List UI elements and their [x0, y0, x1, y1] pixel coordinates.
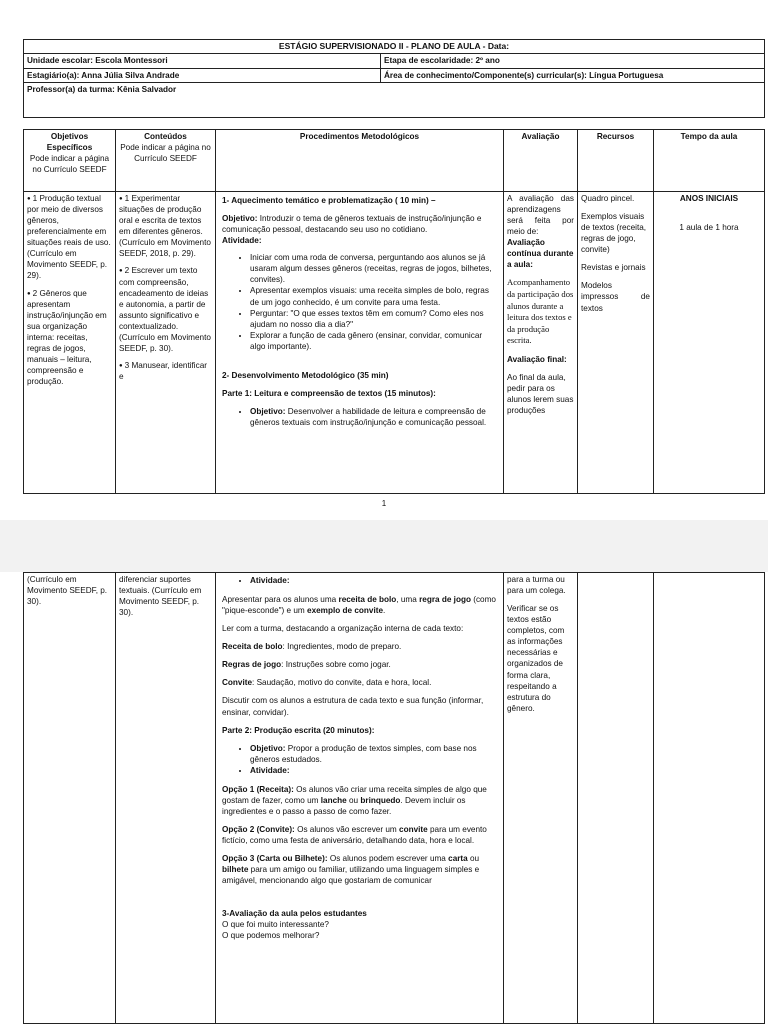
conteudos-cell: [116, 573, 216, 1024]
text: para um amigo ou familiar, utilizando uma linguagem simples e amigável, mencionando algo que gostariam de comunicar: [222, 865, 480, 886]
conteudo-continuation: diferenciar suportes textuais. (Currículo em Movimento SEEDF, p. 30).: [119, 575, 202, 618]
discutir-paragraph: Discutir com os alunos a estrutura de cada texto e sua função (informar, ensinar, convidar).: [222, 696, 484, 717]
section-1-objective: [222, 213, 497, 235]
objetivos-cell: [24, 573, 116, 1024]
col-title: Conteúdos: [144, 132, 187, 141]
school-stage: Etapa de escolaridade: 2º ano: [381, 54, 765, 68]
recurso-item: Revistas e jornais: [581, 263, 646, 273]
tempo-cell: [654, 573, 765, 1024]
question-1: O que foi muito interessante?: [222, 920, 329, 930]
plan-table-page-2: [23, 572, 765, 1024]
intern-name: Estagiário(a): Anna Júlia Silva Andrade: [24, 68, 381, 82]
col-header-tempo: Tempo da aula: [654, 130, 765, 192]
label: Objetivo:: [222, 214, 258, 224]
avaliacao-cell: [504, 573, 578, 1024]
section-2-title: 2- Desenvolvimento Metodológico (35 min): [222, 370, 389, 380]
page-number: 1: [381, 499, 387, 508]
text-bold: brinquedo: [360, 795, 401, 805]
label: Objetivo:: [250, 406, 286, 416]
text: Apresentar para os alunos uma: [222, 595, 339, 605]
avaliacao-continua-text: Acompanhamento da participação dos alunos durante a leitura dos textos e da produção escrita.: [507, 277, 574, 346]
text-bold: lanche: [320, 795, 347, 805]
label: Opção 3 (Carta ou Bilhete):: [222, 854, 328, 864]
text: . Devem incluir os ingredientes e o passo a passo de como fazer.: [222, 795, 466, 816]
label: Opção 1 (Receita):: [222, 784, 294, 794]
conteudo-item: ● 2 Escrever um texto com compreensão, encadeamento de ideias e autonomia, a partir de assunto significativo e contextualizado. (Currículo em Movimento SEEDF, p. 30).: [119, 265, 212, 354]
text: Os alunos podem escrever uma: [327, 854, 449, 864]
label: Convite: [222, 678, 253, 688]
activity-item: • Perguntar: "O que esses textos têm em comum? Como eles nos ajudam no nosso dia a dia?": [250, 308, 497, 330]
class-teacher: Professor(a) da turma: Kênia Salvador: [24, 82, 765, 117]
section-3-title: 3-Avaliação da aula pelos estudantes: [222, 909, 367, 919]
text: , uma: [396, 595, 420, 605]
text-bold: exemplo de convite: [307, 606, 384, 616]
activity-item: • Iniciar com uma roda de conversa, perguntando aos alunos se já usaram algum desses gêneros (receitas, regras de jogos, bilhetes, convites).: [250, 252, 497, 285]
procedimentos-cell: [216, 192, 504, 494]
page-title: ESTÁGIO SUPERVISIONADO II - PLANO DE AULA - Data:: [24, 40, 765, 54]
text: (como "pique-esconde") e um: [222, 595, 496, 616]
recursos-cell: [578, 192, 654, 494]
text: para um evento fictício, como uma festa de aniversário, detalhando data, hora e local.: [222, 825, 487, 846]
plan-header-table: [23, 39, 765, 118]
objetivo-item: ● 2 Gêneros que apresentam instrução/injunção em sua organização interna: receitas, regras de jogos, manuais – leitura, compreensão e produção.: [27, 288, 112, 388]
option-3-paragraph: [222, 853, 497, 886]
part-1-objective: [250, 406, 497, 428]
page-break: [0, 520, 768, 572]
col-subtitle: Pode indicar a página no Currículo SEEDF: [29, 154, 110, 175]
text: Desenvolver a habilidade de leitura e compreensão de gêneros textuais com instrução/injunção e comunicação pessoal.: [250, 406, 487, 427]
label: Objetivo:: [250, 743, 286, 753]
conteudo-item: ● 3 Manusear, identificar e: [119, 360, 212, 382]
col-header-recursos: Recursos: [578, 130, 654, 192]
convite-paragraph: [222, 677, 497, 688]
knowledge-area: Área de conhecimento/Componente(s) curricular(s): Língua Portuguesa: [381, 68, 765, 82]
tempo-value: 1 aula de 1 hora: [679, 223, 739, 233]
text: : Saudação, motivo do convite, data e hora, local.: [252, 678, 432, 688]
question-2: O que podemos melhorar?: [222, 931, 320, 941]
objetivo-continuation: (Currículo em Movimento SEEDF, p. 30).: [27, 575, 108, 607]
conteudo-item: ● 1 Experimentar situações de produção oral e escrita de textos em diferentes gêneros. (Currículo em Movimento SEEDF, 2018, p. 29).: [119, 193, 212, 259]
ler-paragraph: Ler com a turma, destacando a organização interna de cada texto:: [222, 624, 464, 634]
part-2-activity-label: • Atividade:: [250, 765, 497, 776]
option-2-paragraph: [222, 824, 497, 846]
tempo-title: ANOS INICIAIS: [679, 194, 739, 203]
receita-paragraph: [222, 641, 497, 652]
recurso-item: Quadro pincel.: [581, 194, 635, 203]
activity-item: • Apresentar exemplos visuais: uma receita simples de bolo, regras de um jogo conhecido, é um convite para uma festa.: [250, 285, 497, 307]
plan-table-page-1: [23, 129, 765, 494]
conteudos-cell: [116, 192, 216, 494]
apresentar-paragraph: [222, 594, 497, 616]
label: Receita de bolo: [222, 642, 283, 652]
part-2-list: [222, 743, 497, 776]
regras-paragraph: [222, 659, 497, 670]
col-header-objetivos: [24, 130, 116, 192]
part-1-list: [222, 406, 497, 428]
avaliacao-continua-label: Avaliação contínua durante a aula:: [507, 238, 574, 270]
text: Os alunos vão criar uma receita simples de algo que gostam de fazer, como um: [222, 784, 487, 805]
avaliacao-check: Verificar se os textos estão completos, com as informações necessárias e organizados de forma clara, respeitando a estrutura do gênero.: [507, 604, 565, 713]
objetivo-item: ● 1 Produção textual por meio de diversos gêneros, preferencialmente em situações reais de uso. (Currículo em Movimento SEEDF, p. 29).: [27, 193, 112, 282]
part-2-title: Parte 2: Produção escrita (20 minutos):: [222, 725, 375, 735]
avaliacao-cell: [504, 192, 578, 494]
text: ou: [346, 795, 361, 805]
col-header-conteudos: [116, 130, 216, 192]
text: : Ingredientes, modo de preparo.: [282, 642, 402, 652]
label: Regras de jogo: [222, 660, 282, 670]
section-1-activity-list: [222, 252, 497, 352]
col-title: Objetivos Específicos: [46, 132, 93, 153]
objetivos-cell: [24, 192, 116, 494]
avaliacao-intro: A avaliação das aprendizagens será feita por meio de:: [507, 194, 574, 237]
activity-item: • Explorar a função de cada gênero (ensinar, convidar, comunicar algo importante).: [250, 330, 497, 352]
text-bold: regra de jogo: [419, 595, 471, 605]
tempo-cell: [654, 192, 765, 494]
text-bold: carta: [448, 854, 468, 864]
col-header-avaliacao: Avaliação: [504, 130, 578, 192]
text-bold: bilhete: [222, 865, 249, 875]
procedimentos-cell: [216, 573, 504, 1024]
activity-list: [222, 575, 497, 586]
text: .: [383, 606, 386, 616]
activity-label: • Atividade:: [250, 575, 497, 586]
section-1-title: 1- Aquecimento temático e problematização ( 10 min) –: [222, 196, 436, 205]
part-1-title: Parte 1: Leitura e compreensão de textos (15 minutos):: [222, 388, 436, 398]
text: Introduzir o tema de gêneros textuais de instrução/injunção e comunicação pessoal, destacando seu uso no cotidiano.: [222, 214, 482, 235]
text: Propor a produção de textos simples, com base nos gêneros estudados.: [250, 743, 477, 764]
col-header-procedimentos: Procedimentos Metodológicos: [216, 130, 504, 192]
text-bold: convite: [399, 825, 428, 834]
section-1-activity-label: Atividade:: [222, 236, 262, 246]
text: Os alunos vão escrever um: [294, 825, 400, 834]
option-1-paragraph: [222, 784, 497, 817]
school-unit: Unidade escolar: Escola Montessori: [24, 54, 381, 68]
text: ou: [467, 854, 480, 864]
avaliacao-final-text: Ao final da aula, pedir para os alunos lerem suas produções: [507, 373, 574, 416]
col-subtitle: Pode indicar a página no Currículo SEEDF: [120, 143, 211, 164]
avaliacao-final-label: Avaliação final:: [507, 355, 567, 364]
text: : Instruções sobre como jogar.: [281, 660, 391, 670]
avaliacao-continuation: para a turma ou para um colega.: [507, 575, 566, 596]
recurso-item: Exemplos visuais de textos (receita, regras de jogo, convite): [581, 212, 647, 255]
text-bold: receita de bolo: [338, 595, 397, 605]
recursos-cell: [578, 573, 654, 1024]
recurso-item: Modelos impressos de textos: [581, 281, 650, 313]
label: Opção 2 (Convite):: [222, 825, 295, 834]
part-2-objective: [250, 743, 497, 765]
